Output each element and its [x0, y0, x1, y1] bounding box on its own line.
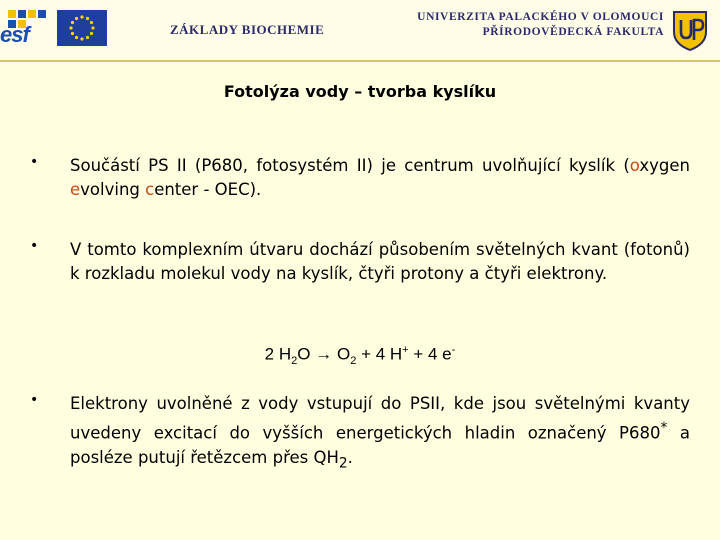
bullet-marker: •	[30, 238, 39, 254]
eu-flag-icon	[57, 10, 107, 46]
slide-title: Fotolýza vody – tvorba kyslíku	[223, 82, 497, 101]
bullet-text: Elektrony uvolněné z vody vstupují do PSII, kde jsou světelnými kvanty uvedeny excitací do vyšších energetických hladin označený P680* a posléze putují řetězcem přes $QH_2$.	[70, 394, 691, 471]
university-line-1: UNIVERZITA PALACKÉHO V OLOMOUCI	[417, 11, 664, 23]
arrow-icon: →	[315, 344, 333, 364]
bullet-text: Součástí PS II (P680, fotosystém II) je centrum uvolňující kyslík (oxygen evolving center - OEC).	[70, 156, 690, 199]
bullet-text: V tomto komplexním útvaru dochází působením světelných kvant (fotonů) k rozkladu molekul vody na kyslík, čtyři protony a čtyři elektrony.	[70, 240, 690, 283]
bullet-item-electrons	[30, 392, 690, 475]
bullet-marker: •	[30, 154, 39, 170]
slide-content	[0, 62, 720, 540]
bullet-item-photolysis	[30, 238, 690, 286]
reaction-equation: 2 $H_2O \to O_2 + 4$ H+ + 4 e-	[264, 344, 456, 368]
university-name	[417, 10, 664, 40]
university-line-2: PŘÍRODOVĚDECKÁ FAKULTA	[482, 26, 664, 38]
slide-header	[0, 0, 720, 62]
course-title: ZÁKLADY BIOCHEMIE	[170, 22, 325, 37]
bullet-item-oec	[30, 154, 690, 202]
university-crest-icon	[670, 8, 710, 52]
bullet-marker: •	[30, 392, 39, 408]
esf-logo-text: esf	[0, 22, 29, 47]
